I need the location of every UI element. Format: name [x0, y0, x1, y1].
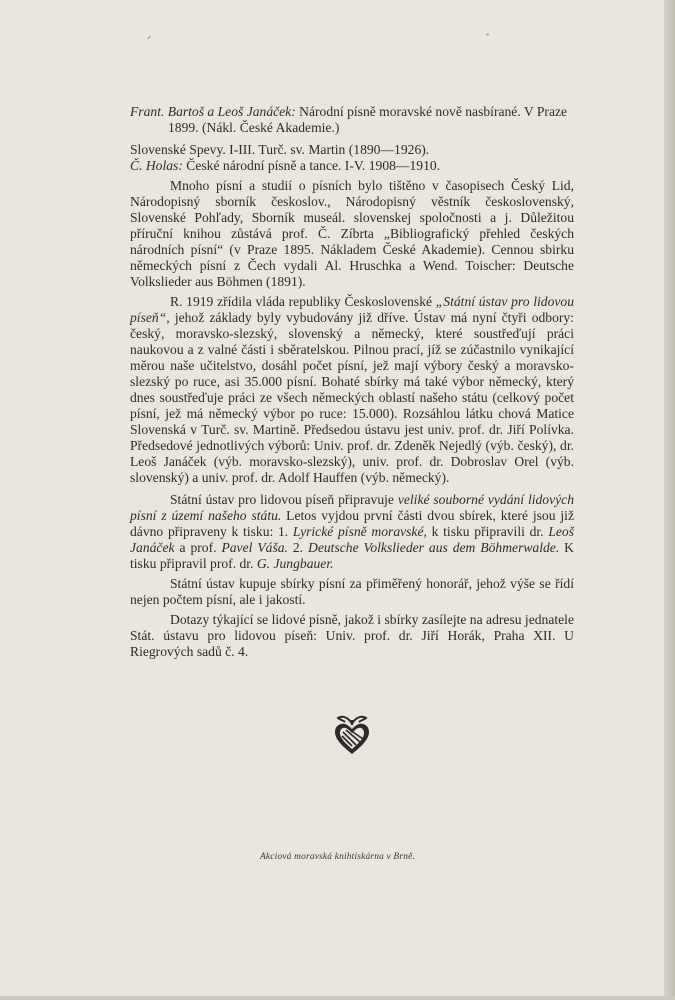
printer-colophon: Akciová moravská knihtiskárna v Brně.: [259, 852, 415, 862]
heart-leaf-ornament-icon: [332, 712, 372, 756]
italic-text: veliké souborné vydání lidových písní z území našeho státu.: [130, 492, 574, 523]
paper-speck: [147, 36, 150, 40]
entry-author: Č. Holas:: [130, 158, 183, 173]
page-edge-bottom: [0, 996, 675, 1000]
entry-text: Slovenské Spevy. I-III. Turč. sv. Martin (1890—1926).: [130, 142, 430, 157]
paragraph-text: Letos vyjdou první části dvou sbírek, které jsou již dávno připraveny k tisku: 1.: [130, 508, 574, 539]
text-column: [130, 104, 574, 660]
italic-text: „Státní ústav pro lidovou píseň“: [130, 294, 574, 325]
entry-text: Národní písně moravské nově nasbírané. V Praze 1899. (Nákl. České Akademie.): [168, 104, 568, 135]
italic-text: G. Jungbauer.: [256, 556, 334, 571]
paragraph: Mnoho písní a studií o písních bylo tištěno v časopisech Český Lid, Národopisný sborník českoslov., Národopisný věstník československý, Slovenské Pohľady, Sborník museál. slovenskej spoločnosti a j. Důležitou příruční knihou zůstává prof. Č. Zíbrta „Bibliografický přehled českých národních písní“ (v Praze 1895. Nákladem České Akademie). Cennou sbirku německých písní z Čech vydali Al. Hruschka a Wend. Toischer: Deutsche Volkslieder aus Böhmen (1891).: [130, 178, 574, 289]
paragraph-text: K tisku připravil prof. dr.: [130, 540, 574, 571]
paragraph-text: R. 1919 zřídila vláda republiky Československé: [170, 294, 436, 309]
italic-text: Pavel Váša.: [221, 540, 288, 555]
paragraph: [130, 294, 574, 486]
italic-text: Leoš Janáček: [130, 524, 574, 555]
paper-speck: [486, 33, 489, 36]
paragraph-text: , jehož základy byly vybudovány již dříve. Ústav má nyní čtyři odbory: český, moravsko-slezský, slovenský a německý, které soustřeďují práci naukovou a z valné části i sběratelskou. Pilnou prací, jíž se zúčastnilo vynikající měrou naše učitelstvo, dosáhl počet písní, jež mají výbory český a moravsko-slezský po ruce, asi 35.000 písní. Bohaté sbírky má také výbor německý, který dnes soustřeďuje práci ze všech německých oblastí našeho státu (celkový počet písní, jež má německý výbor po ruce: 15.000). Rozsáhlou látku chová Matice Slovenská v Turč. sv. Martině. Předsedou ústavu jest univ. prof. dr. Jiří Polívka. Předsedové jednotlivých výborů: Univ. prof. dr. Zdeněk Nejedlý (výb. český), dr. Leoš Janáček (výb. moravsko-slezský), univ. prof. dr. Dobroslav Orel (výb. slovenský) a univ. prof. dr. Adolf Hauffen (výb. německý).: [130, 310, 574, 485]
italic-text: Lyrické písně moravské,: [292, 524, 427, 539]
italic-text: Deutsche Volkslieder aus dem Böhmerwalde.: [308, 540, 560, 555]
paragraph-text: a prof.: [174, 540, 222, 555]
bibliography-entry: [130, 158, 574, 174]
paragraph: Státní ústav kupuje sbírky písní za přiměřený honorář, jehož výše se řídí nejen počtem písní, ale i jakostí.: [130, 576, 574, 607]
paragraph: Dotazy týkající se lidové písně, jakož i sbírky zasílejte na adresu jednatele Stát. ústavu pro lidovou píseň: Univ. prof. dr. Jiří Horák, Praha XII. U Riegrových sadů č. 4.: [130, 612, 574, 659]
entry-text: České národní písně a tance. I-V. 1908—1910.: [182, 158, 441, 173]
paragraph: [130, 492, 574, 572]
entry-author: Frant. Bartoš a Leoš Janáček:: [130, 104, 296, 119]
bibliography-entry: [130, 142, 574, 158]
paragraph-text: 2.: [287, 540, 309, 555]
page-edge: [664, 0, 675, 1000]
bibliography-entry: [130, 104, 574, 136]
paragraph-text: k tisku připravili dr.: [426, 524, 549, 539]
paragraph-text: Státní ústav pro lidovou píseň připravuje: [170, 492, 398, 507]
